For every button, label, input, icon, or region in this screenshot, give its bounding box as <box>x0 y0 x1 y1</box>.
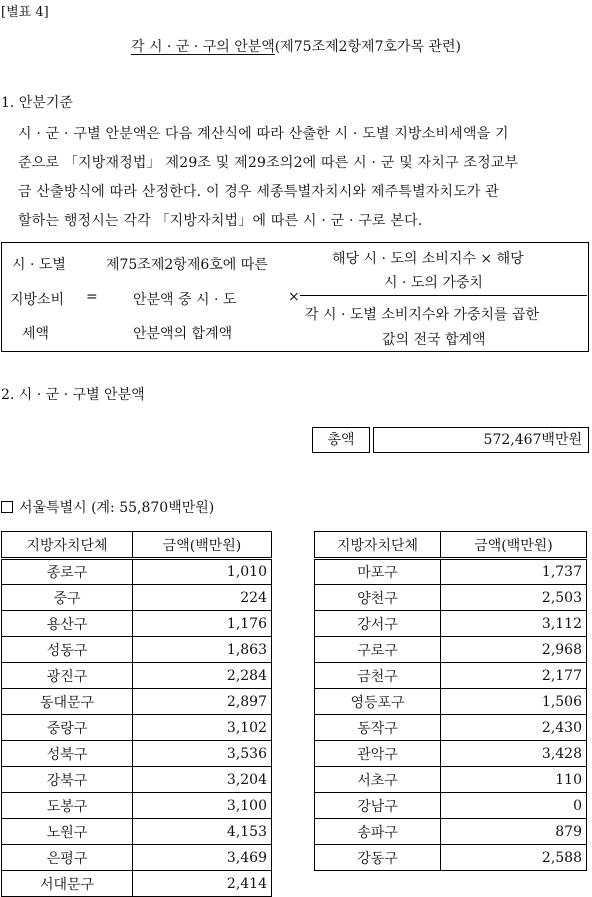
section2-heading: 2. 시 · 군 · 구별 안분액 <box>1 387 145 403</box>
district-amount: 3,428 <box>441 741 587 767</box>
district-amount: 2,968 <box>441 637 587 663</box>
formula-denominator-2: 값의 전국 합계액 <box>382 332 486 348</box>
district-amount: 2,430 <box>441 715 587 741</box>
district-name: 마포구 <box>315 559 441 585</box>
paragraph-line: 금 산출방식에 따라 산정한다. 이 경우 세종특별자치시와 제주특별자치도가 관 <box>18 184 500 200</box>
formula-numerator-1: 해당 시 · 도의 소비지수 × 해당 <box>332 251 524 267</box>
district-amount: 3,100 <box>133 793 272 819</box>
table-row <box>2 741 272 767</box>
total-label: 총액 <box>312 427 370 453</box>
formula-numerator-2: 시 · 도의 가중치 <box>384 275 483 291</box>
formula-left-1: 시 · 도별 <box>12 257 66 273</box>
paragraph-line: 할하는 행정시는 각각 「지방자치법」에 따른 시 · 군 · 구로 본다. <box>18 213 423 229</box>
district-name: 광진구 <box>2 663 133 689</box>
document-title <box>0 36 592 56</box>
table-row <box>2 611 272 637</box>
district-amount: 2,503 <box>441 585 587 611</box>
formula-left-2: 지방소비 <box>10 292 65 308</box>
table-row <box>315 845 587 871</box>
district-amount: 3,469 <box>133 845 272 871</box>
district-name: 관악구 <box>315 741 441 767</box>
table-row <box>315 793 587 819</box>
district-name: 강북구 <box>2 767 133 793</box>
table-row <box>2 689 272 715</box>
header-amount: 금액(백만원) <box>441 532 587 559</box>
district-name: 강남구 <box>315 793 441 819</box>
table-row <box>315 715 587 741</box>
district-name: 중랑구 <box>2 715 133 741</box>
district-amount: 1,737 <box>441 559 587 585</box>
district-name: 양천구 <box>315 585 441 611</box>
table-row <box>315 819 587 845</box>
table-row <box>2 871 272 897</box>
header-entity: 지방자치단체 <box>2 532 133 559</box>
table-row <box>315 585 587 611</box>
section1-paragraph <box>18 120 590 236</box>
district-name: 중구 <box>2 585 133 611</box>
district-name: 도봉구 <box>2 793 133 819</box>
table-row <box>2 663 272 689</box>
formula-equals: = <box>86 289 98 305</box>
table-row <box>2 715 272 741</box>
district-name: 영등포구 <box>315 689 441 715</box>
district-amount: 1,176 <box>133 611 272 637</box>
total-value: 572,467백만원 <box>373 427 589 453</box>
formula-box <box>1 242 589 352</box>
formula-times: × <box>288 289 300 305</box>
section1-heading: 1. 안분기준 <box>1 95 73 111</box>
district-name: 동작구 <box>315 715 441 741</box>
square-bullet-icon <box>1 501 13 513</box>
table-row <box>2 585 272 611</box>
title-main: 각 시 · 군 · 구의 안분액 <box>130 39 275 55</box>
table-header-row <box>2 532 272 559</box>
table-row <box>2 819 272 845</box>
table-row <box>315 767 587 793</box>
table-header-row <box>315 532 587 559</box>
district-name: 금천구 <box>315 663 441 689</box>
paragraph-line: 시 · 군 · 구별 안분액은 다음 계산식에 따라 산출한 시 · 도별 지방소비세액을 기 <box>18 126 509 142</box>
district-amount: 3,112 <box>441 611 587 637</box>
header-entity: 지방자치단체 <box>315 532 441 559</box>
district-name: 동대문구 <box>2 689 133 715</box>
district-name: 은평구 <box>2 845 133 871</box>
district-amount: 879 <box>441 819 587 845</box>
header-amount: 금액(백만원) <box>133 532 272 559</box>
district-name: 구로구 <box>315 637 441 663</box>
district-amount: 1,010 <box>133 559 272 585</box>
district-amount: 2,177 <box>441 663 587 689</box>
district-table-left <box>1 531 272 897</box>
district-name: 성북구 <box>2 741 133 767</box>
district-amount: 2,588 <box>441 845 587 871</box>
seoul-label: 서울특별시 (계: 55,870백만원) <box>19 500 215 516</box>
district-name: 강동구 <box>315 845 441 871</box>
title-sub: (제75조제2항제7호가목 관련) <box>274 39 462 55</box>
table-row <box>315 741 587 767</box>
table-row <box>315 663 587 689</box>
table-row <box>315 689 587 715</box>
annex-tag: [별표 4] <box>1 5 49 20</box>
formula-mid-1: 제75조제2항제6호에 따른 <box>106 257 268 273</box>
district-amount: 224 <box>133 585 272 611</box>
district-amount: 2,897 <box>133 689 272 715</box>
table-row <box>2 637 272 663</box>
table-row <box>315 559 587 585</box>
district-table-right <box>314 531 587 871</box>
district-name: 송파구 <box>315 819 441 845</box>
district-amount: 1,863 <box>133 637 272 663</box>
table-row <box>2 845 272 871</box>
formula-mid-2: 안분액 중 시 · 도 <box>133 292 237 308</box>
formula-denominator-1: 각 시 · 도별 소비지수와 가중치를 곱한 <box>305 307 540 323</box>
district-amount: 3,536 <box>133 741 272 767</box>
district-amount: 3,102 <box>133 715 272 741</box>
district-amount: 110 <box>441 767 587 793</box>
district-amount: 2,414 <box>133 871 272 897</box>
district-amount: 4,153 <box>133 819 272 845</box>
formula-mid-3: 안분액의 합계액 <box>133 326 233 342</box>
formula-left-3: 세액 <box>22 326 50 342</box>
district-name: 용산구 <box>2 611 133 637</box>
district-name: 서초구 <box>315 767 441 793</box>
district-amount: 0 <box>441 793 587 819</box>
fraction-bar <box>300 295 587 296</box>
district-name: 강서구 <box>315 611 441 637</box>
paragraph-line: 준으로 「지방재정법」 제29조 및 제29조의2에 따른 시 · 군 및 자치구 조정교부 <box>18 155 519 171</box>
table-row <box>2 793 272 819</box>
district-name: 노원구 <box>2 819 133 845</box>
table-row <box>315 637 587 663</box>
district-amount: 3,204 <box>133 767 272 793</box>
table-row <box>2 559 272 585</box>
seoul-heading <box>1 497 214 517</box>
district-name: 성동구 <box>2 637 133 663</box>
table-row <box>315 611 587 637</box>
district-name: 서대문구 <box>2 871 133 897</box>
district-name: 종로구 <box>2 559 133 585</box>
district-amount: 2,284 <box>133 663 272 689</box>
district-amount: 1,506 <box>441 689 587 715</box>
table-row <box>2 767 272 793</box>
